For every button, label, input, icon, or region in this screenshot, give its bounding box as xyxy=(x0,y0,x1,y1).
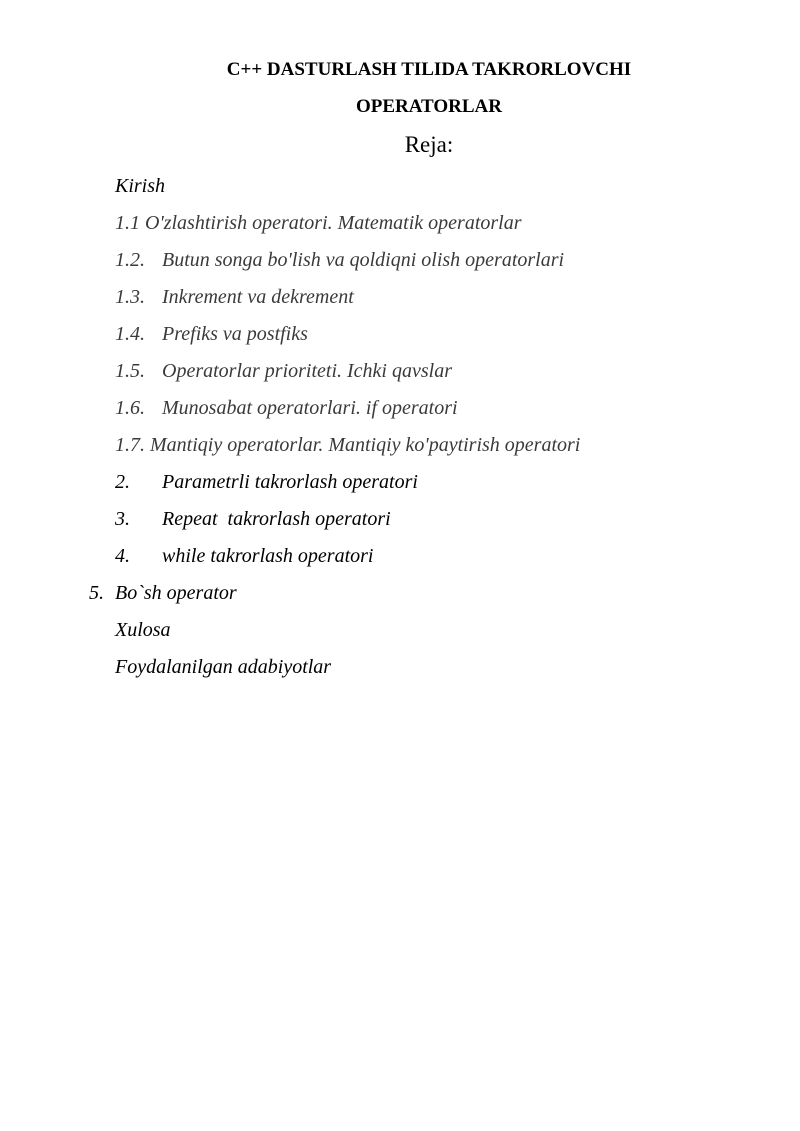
plan-item-text: Repeat takrorlash operatori xyxy=(162,508,391,530)
plan-item-text: Mantiqiy operatorlar. Mantiqiy ko'paytirish operatori xyxy=(150,434,581,456)
plan-item-5 xyxy=(89,581,237,605)
plan-item-number: 1.6. xyxy=(115,397,145,419)
plan-item-text: Prefiks va postfiks xyxy=(162,323,308,345)
plan-item-number: 1.4. xyxy=(115,323,145,345)
plan-item-number: 1.5. xyxy=(115,360,145,382)
plan-item-text: O'zlashtirish operatori. Matematik operatorlar xyxy=(145,212,522,234)
plan-item-1-7 xyxy=(115,433,580,457)
plan-item-number: 2. xyxy=(115,471,130,493)
plan-item-number: 1.2. xyxy=(115,249,145,271)
plan-item-number: 4. xyxy=(115,545,130,567)
plan-item-references xyxy=(115,655,331,679)
plan-item-text: Operatorlar prioriteti. Ichki qavslar xyxy=(162,360,452,382)
plan-item-number: 1.3. xyxy=(115,286,145,308)
plan-heading: Reja: xyxy=(404,132,454,157)
plan-item-number: 1.1 xyxy=(115,212,140,234)
plan-item-text: Butun songa bo'lish va qoldiqni olish operatorlari xyxy=(162,249,565,271)
plan-item-1-5 xyxy=(115,359,452,383)
plan-item-4 xyxy=(115,544,373,568)
plan-item-number: 3. xyxy=(115,508,130,530)
plan-item-number: 5. xyxy=(89,582,104,604)
plan-item-text: Kirish xyxy=(115,175,166,197)
plan-item-text: Bo`sh operator xyxy=(115,582,237,604)
plan-item-text: Inkrement va dekrement xyxy=(162,286,354,308)
plan-item-1-6 xyxy=(115,396,458,420)
plan-item-conclusion xyxy=(115,618,171,642)
plan-item-2 xyxy=(115,470,418,494)
plan-item-text: while takrorlash operatori xyxy=(162,545,374,567)
plan-item-text: Parametrli takrorlash operatori xyxy=(162,471,418,493)
plan-item-1-1 xyxy=(115,211,522,235)
plan-item-text: Munosabat operatorlari. if operatori xyxy=(162,397,458,419)
plan-item-1-2 xyxy=(115,248,564,272)
plan-item-text: Foydalanilgan adabiyotlar xyxy=(115,656,332,678)
plan-item-1-3 xyxy=(115,285,354,309)
plan-item-intro xyxy=(115,174,165,198)
plan-item-1-4 xyxy=(115,322,308,346)
document-title-line-1: C++ DASTURLASH TILIDA TAKRORLOVCHI xyxy=(226,59,632,80)
plan-item-text: Xulosa xyxy=(115,619,171,641)
plan-item-3 xyxy=(115,507,391,531)
plan-item-number: 1.7. xyxy=(115,434,145,456)
document-title-line-2: OPERATORLAR xyxy=(355,96,503,117)
